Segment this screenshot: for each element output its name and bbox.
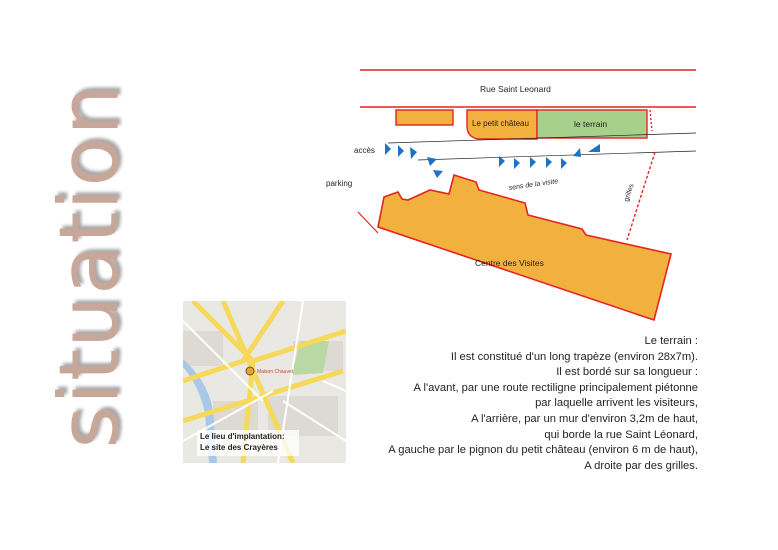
map-poi-label: Maison Chauvet <box>257 369 294 375</box>
right-dotted-boundary <box>650 110 652 131</box>
arrow-icon <box>530 157 536 168</box>
arrow-icon <box>398 145 404 157</box>
centre-visites-label: Centre des Visites <box>475 258 544 268</box>
sens-label: sens de la visite <box>508 178 559 192</box>
visit-direction-arrows <box>385 143 600 178</box>
arrow-icon <box>514 158 520 169</box>
arrow-icon <box>410 147 417 159</box>
description-line: Il est bordé sur sa longueur : <box>556 366 698 379</box>
arrow-icon <box>385 143 391 155</box>
petit-chateau-label: Le petit château <box>472 119 529 128</box>
acces-label: accès <box>354 146 375 155</box>
map-pin-icon <box>246 367 254 375</box>
description-line: A gauche par le pignon du petit château (environ 6 m de haut), <box>388 444 698 457</box>
grilles-label: grilles <box>623 183 636 203</box>
map-caption-line2: Le site des Crayères <box>200 442 278 452</box>
map-caption-line1: Le lieu d'implantation: <box>200 432 285 441</box>
arrow-icon <box>588 144 600 152</box>
terrain-label: le terrain <box>574 119 608 129</box>
arrow-icon <box>546 157 552 168</box>
description-line: qui borde la rue Saint Léonard, <box>544 428 698 441</box>
vertical-title-text: situation <box>42 82 138 448</box>
parking-line <box>358 212 378 233</box>
arrow-icon <box>499 156 505 167</box>
arrow-icon <box>433 170 443 178</box>
description-line: A l'avant, par une route rectiligne principalement piétonne <box>413 381 698 394</box>
street-label: Rue Saint Leonard <box>480 84 551 94</box>
description-line: Le terrain : <box>644 335 698 347</box>
location-map[interactable] <box>183 301 346 463</box>
description-text <box>340 334 698 474</box>
arrow-icon <box>573 148 581 157</box>
left-building <box>396 110 453 125</box>
description-line: A l'arrière, par un mur d'environ 3,2m de haut, <box>471 412 698 425</box>
parking-label: parking <box>326 179 353 188</box>
description-line: A droite par des grilles. <box>584 459 698 472</box>
description-line: Il est constitué d'un long trapèze (environ 28x7m). <box>450 350 698 363</box>
arrow-icon <box>561 158 567 169</box>
map-caption <box>200 432 285 453</box>
description-line: par laquelle arrivent les visiteurs, <box>535 397 698 410</box>
arrow-icon <box>427 157 437 166</box>
